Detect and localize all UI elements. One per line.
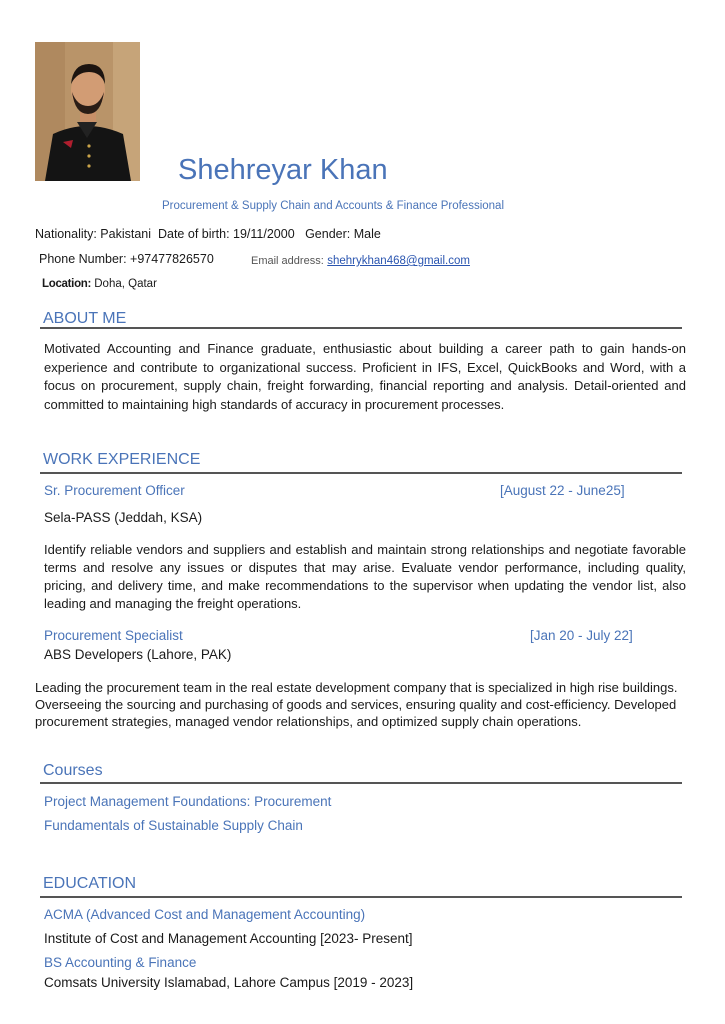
email-label: Email address: xyxy=(251,255,324,267)
section-divider xyxy=(40,782,682,784)
work-experience-heading: WORK EXPERIENCE xyxy=(43,451,201,468)
about-me-text: Motivated Accounting and Finance graduate, enthusiastic about building a career path to gain hands-on experience and contribute to organizational success. Proficient in IFS, Excel, QuickBooks and Word, with a focus on procurement, supply chain, freight forwarding, financial reporting and analysis. Detail-oriented and committed to maintaining high standards of accuracy in procurement processes. xyxy=(44,341,686,412)
job-dates: [August 22 - June25] xyxy=(500,483,625,498)
nationality: Nationality: Pakistani xyxy=(35,227,152,241)
job-description: Leading the procurement team in the real estate development company that is specialized in high rise buildings. Overseeing the sourcing and purchasing of goods and services, ensuring quality and cost-efficiency. Developed procurement strategies, managed vendor relationships, and optimized supply chain operations. xyxy=(35,680,678,729)
email-line xyxy=(251,253,470,267)
section-divider xyxy=(40,472,682,474)
professional-tagline: Procurement & Supply Chain and Accounts & Finance Professional xyxy=(162,200,504,212)
location-label: Location: xyxy=(42,278,92,290)
date-of-birth: Date of birth: 19/11/2000 xyxy=(157,227,295,241)
degree-title: ACMA (Advanced Cost and Management Accounting) xyxy=(44,907,366,922)
job-dates: [Jan 20 - July 22] xyxy=(530,628,633,643)
job-description: Identify reliable vendors and suppliers and establish and maintain strong relationships and negotiate favorable terms and resolve any issues or disputes that may arise. Evaluate vendor performance, including quality, pricing, and delivery time, and make recommendations to the supervisor when updating the vendor list, also leading and managing the freight operations. xyxy=(44,542,686,611)
section-divider xyxy=(40,896,682,898)
degree-institute: Comsats University Islamabad, Lahore Campus [2019 - 2023] xyxy=(44,975,414,990)
course-item: Project Management Foundations: Procurement xyxy=(44,794,332,809)
course-item: Fundamentals of Sustainable Supply Chain xyxy=(44,818,303,833)
job-company: Sela-PASS (Jeddah, KSA) xyxy=(44,510,203,525)
degree-title: BS Accounting & Finance xyxy=(44,955,197,970)
candidate-name: Shehreyar Khan xyxy=(178,154,388,186)
personal-info-line-1 xyxy=(35,227,381,241)
job-title: Sr. Procurement Officer xyxy=(44,483,185,498)
email-link[interactable]: shehrykhan468@gmail.com xyxy=(327,255,470,267)
location-value: Doha, Qatar xyxy=(94,278,157,290)
education-heading: EDUCATION xyxy=(43,875,137,892)
location-line xyxy=(42,278,157,290)
gender: Gender: Male xyxy=(305,227,381,241)
about-me-heading: ABOUT ME xyxy=(43,310,127,327)
phone-number: Phone Number: +97477826570 xyxy=(39,252,214,266)
profile-photo xyxy=(35,42,140,181)
courses-heading: Courses xyxy=(43,762,103,779)
job-title: Procurement Specialist xyxy=(44,628,183,643)
job-company: ABS Developers (Lahore, PAK) xyxy=(44,647,232,662)
section-divider xyxy=(40,327,682,329)
degree-institute: Institute of Cost and Management Accounting [2023- Present] xyxy=(44,931,413,946)
